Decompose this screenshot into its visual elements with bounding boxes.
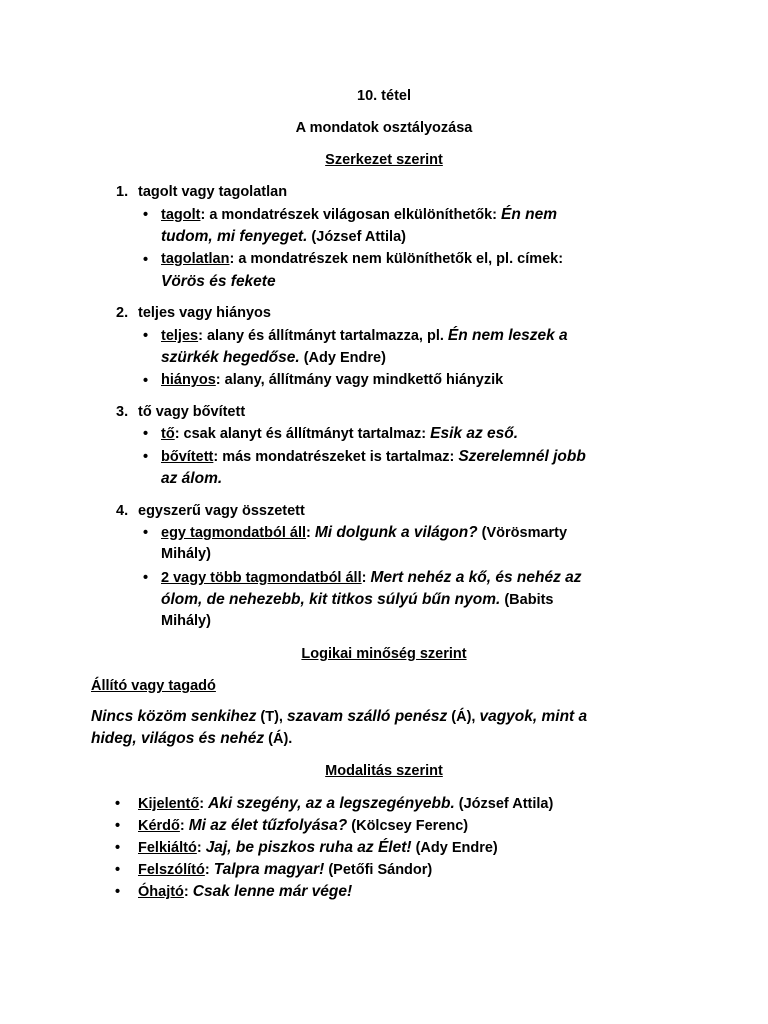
bullet-egy-tagmondat-cont: Mihály) [161,546,211,562]
bullet-icon: • [115,862,121,878]
bullet-tagolt: tagolt: a mondatrészek világosan elkülöníthetők: Én nem [161,206,557,223]
bullet-egy-tagmondat: egy tagmondatból áll: Mi dolgunk a világon? (Vörösmarty [161,524,568,541]
bullet-icon: • [143,373,149,389]
item-3-number: 3. [116,404,129,420]
item-4-number: 4. [116,503,129,519]
subheading-allito-tagado: Állító vagy tagadó [91,678,216,694]
modality-item-kijelento: Kijelentő: Aki szegény, az a legszegényebb. (József Attila) [138,795,554,812]
bullet-tobb-tagmondat: 2 vagy több tagmondatból áll: Mert nehéz a kő, és nehéz az [161,569,582,586]
bullet-icon: • [115,840,121,856]
section-heading-logic-wrap [0,646,768,662]
bullet-icon: • [143,328,149,344]
bullet-to: tő: csak alanyt és állítmányt tartalmaz: Esik az eső. [161,425,519,442]
item-3-label: tő vagy bővített [138,404,246,420]
item-1-number: 1. [116,184,129,200]
bullet-tobb-tagmondat-cont2: Mihály) [161,613,211,629]
bullet-tagolt-cont: tudom, mi fenyeget. (József Attila) [161,228,406,245]
item-2-label: teljes vagy hiányos [138,305,271,321]
document-title: 10. tétel [357,88,411,104]
bullet-icon: • [143,449,149,465]
document-subtitle: A mondatok osztályozása [295,120,473,136]
bullet-hianyos: hiányos: alany, állítmány vagy mindkettő hiányzik [161,372,504,388]
bullet-icon: • [115,796,121,812]
section-heading-logic: Logikai minőség szerint [301,646,467,662]
bullet-icon: • [115,818,121,834]
item-2-number: 2. [116,305,129,321]
bullet-icon: • [115,884,121,900]
bullet-bovitett-cont: az álom. [161,470,223,487]
bullet-icon: • [143,207,149,223]
bullet-teljes: teljes: alany és állítmányt tartalmazza, pl. Én nem leszek a [161,327,568,344]
item-1-label: tagolt vagy tagolatlan [138,184,288,200]
bullet-bovitett: bővített: más mondatrészeket is tartalmaz: Szerelemnél jobb [161,448,586,465]
item-4-label: egyszerű vagy összetett [138,503,305,519]
modality-item-felkialto: Felkiáltó: Jaj, be piszkos ruha az Élet! (Ady Endre) [138,839,498,856]
modality-item-felszolito: Felszólító: Talpra magyar! (Petőfi Sándor) [138,861,433,878]
example-line-1: Nincs közöm senkihez (T), szavam szálló penész (Á), vagyok, mint a [91,708,588,725]
bullet-icon: • [143,525,149,541]
bullet-icon: • [143,252,149,268]
bullet-tagolatlan: tagolatlan: a mondatrészek nem különíthetők el, pl. címek: [161,251,564,267]
bullet-tagolatlan-cont: Vörös és fekete [161,273,276,290]
modality-item-ohajto: Óhajtó: Csak lenne már vége! [138,883,353,900]
modality-item-kerdo: Kérdő: Mi az élet tűzfolyása? (Kölcsey Ferenc) [138,817,469,834]
example-line-2: hideg, világos és nehéz (Á). [91,730,293,747]
section-heading-structure: Szerkezet szerint [325,152,443,168]
bullet-icon: • [143,426,149,442]
section-heading-modality: Modalitás szerint [325,763,443,779]
bullet-teljes-cont: szürkék hegedőse. (Ady Endre) [161,349,386,366]
bullet-tobb-tagmondat-cont: ólom, de nehezebb, kit titkos súlyú bűn nyom. (Babits [161,591,554,608]
section-heading-structure-wrap [0,152,768,168]
bullet-icon: • [143,570,149,586]
section-heading-modality-wrap [0,763,768,779]
